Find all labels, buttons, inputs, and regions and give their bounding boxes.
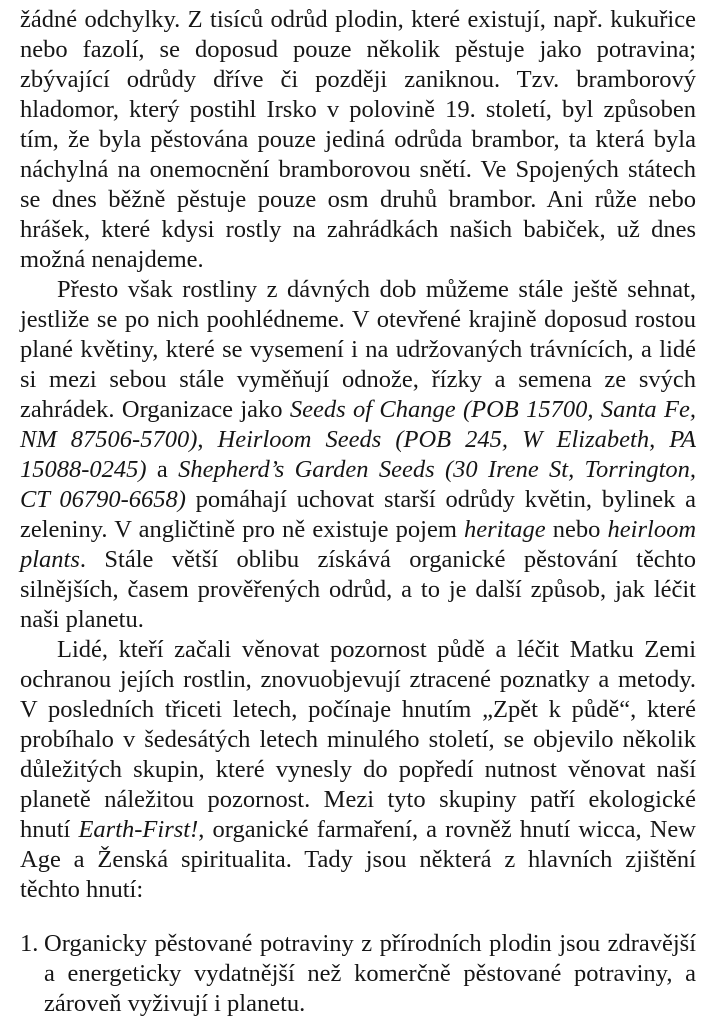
text-run: Přesto však rostliny z dávných dob můžeme stále ještě sehnat, jestliže se po nich poohlédneme. V otevřené krajině doposud rostou plané květiny, které se vysemení i na udržovaných trávnících, a lidé si mezi sebou stále vyměňují odnože, řízky a semena ze svých zahrádek. Organizace jako [20, 276, 696, 423]
text-run: Lidé, kteří začali věnovat pozornost půdě a léčit Matku Zemi ochranou jejích rostlin, znovuobjevují ztracené poznatky a metody. V posledních třiceti letech, počínaje hnutím „Zpět k půdě“, které probíhalo v šedesátých letech minulého století, se objevilo několik důležitých skupin, které vynesly do popředí nutnost věnovat naší planetě náležitou pozornost. Mezi tyto skupiny patří ekologické hnutí [20, 636, 696, 843]
text-run: a [146, 456, 179, 483]
text-run: , [197, 426, 218, 453]
paragraph-crop-varieties [20, 5, 696, 275]
italic-text-run: Earth-First! [78, 816, 199, 843]
italic-text-run: Seeds of Change (POB 15700, Santa Fe, NM 87506-5700) [20, 396, 696, 453]
paragraph-heirloom-seeds [20, 275, 696, 635]
text-run: žádné odchylky. Z tisíců odrůd plodin, které existují, např. kukuřice nebo fazolí, se doposud pouze několik pěstuje jako potravina; zbývající odrůdy dříve či později zaniknou. Tzv. bramborový hladomor, který postihl Irsko v polovině 19. století, byl způsoben tím, že byla pěstována pouze jediná odrůda brambor, ta která byla náchylná na onemocnění bramborovou snětí. Ve Spojených státech se dnes běžně pěstuje pouze osm druhů brambor. Ani růže nebo hrášek, které kdysi rostly na zahrádkách našich babiček, už dnes možná nenajdeme. [20, 6, 696, 273]
italic-text-run: Shepherd’s Garden Seeds (30 Irene St, Torrington, CT 06790-6658) [20, 456, 696, 513]
italic-text-run: heritage [464, 516, 546, 543]
italic-text-run: heirloom plants [20, 516, 697, 573]
list-item-number: 1. [20, 930, 39, 957]
body-text [20, 5, 696, 905]
text-run: nebo [545, 516, 608, 543]
text-run: . Stále větší oblibu získává organické pěstování těchto silnějších, časem prověřených odrůd, a to je další způsob, jak léčit naši planetu. [20, 546, 696, 633]
text-run: pomáhají uchovat starší odrůdy květin, bylinek a zeleniny. V angličtině pro ně existuje pojem [20, 486, 697, 543]
list-item-text: Organicky pěstované potraviny z přírodních plodin jsou zdravější a energeticky vydatnější než komerčně pěstované potraviny, a zároveň vyživují i planetu. [44, 930, 696, 1017]
numbered-list [20, 929, 696, 1019]
list-item [20, 929, 696, 1019]
paragraph-movements [20, 635, 696, 905]
text-run: , organické farmaření, a rovněž hnutí wicca, New Age a Ženská spiritualita. Tady jsou některá z hlavních zjištění těchto hnutí: [20, 816, 696, 903]
italic-text-run: Heirloom Seeds (POB 245, W Elizabeth, PA 15088-0245) [20, 426, 697, 483]
